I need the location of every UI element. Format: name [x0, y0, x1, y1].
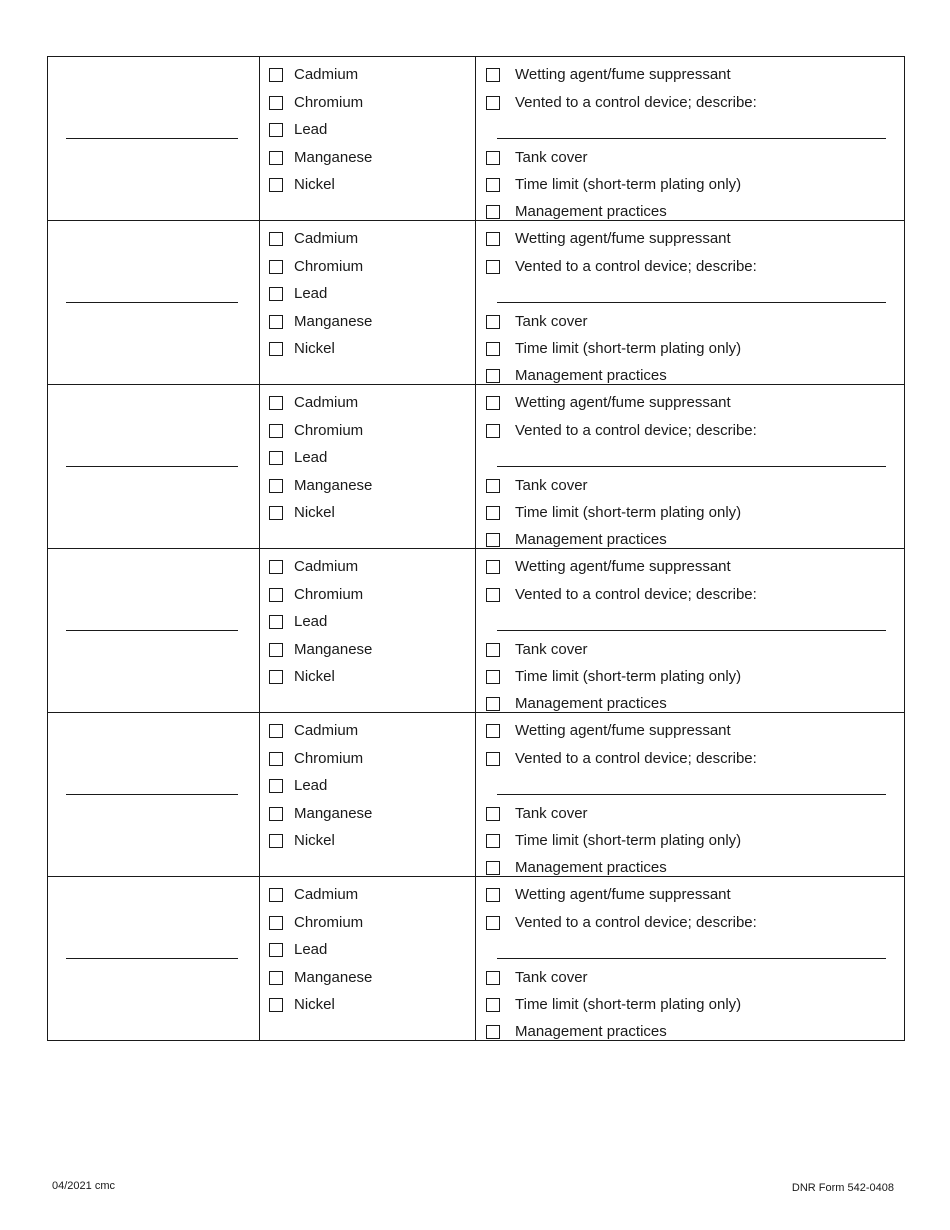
checkbox-manganese[interactable]: [269, 479, 283, 493]
control-label: Wetting agent/fume suppressant: [515, 558, 731, 575]
metal-option-cadmium[interactable]: [260, 721, 475, 741]
control-label: Time limit (short-term plating only): [515, 504, 742, 521]
metal-option-manganese[interactable]: [260, 640, 475, 660]
control-label: Management practices: [515, 859, 667, 876]
metal-option-lead[interactable]: [260, 120, 475, 140]
checkbox-time-limit[interactable]: [486, 342, 500, 356]
control-label: Vented to a control device; describe:: [515, 94, 757, 111]
checkbox-chromium[interactable]: [269, 752, 283, 766]
control-option-time-limit[interactable]: [476, 339, 904, 359]
checkbox-manganese[interactable]: [269, 807, 283, 821]
checkbox-chromium[interactable]: [269, 916, 283, 930]
checkbox-time-limit[interactable]: [486, 178, 500, 192]
metal-option-lead[interactable]: [260, 284, 475, 304]
metal-option-nickel[interactable]: [260, 831, 475, 851]
control-option-wetting[interactable]: [476, 557, 904, 577]
checkbox-cadmium[interactable]: [269, 560, 283, 574]
checkbox-time-limit[interactable]: [486, 834, 500, 848]
checkbox-manganese[interactable]: [269, 971, 283, 985]
checkbox-lead[interactable]: [269, 123, 283, 137]
control-label: Vented to a control device; describe:: [515, 914, 757, 931]
tank-id-field[interactable]: [66, 794, 238, 795]
checkbox-management[interactable]: [486, 205, 500, 219]
control-label: Wetting agent/fume suppressant: [515, 886, 731, 903]
metal-label: Lead: [294, 777, 328, 794]
control-option-management[interactable]: [476, 694, 904, 714]
control-label: Time limit (short-term plating only): [515, 832, 742, 849]
checkbox-vented[interactable]: [486, 424, 500, 438]
metal-label: Chromium: [294, 914, 364, 931]
control-label: Management practices: [515, 695, 667, 712]
metal-label: Cadmium: [294, 66, 359, 83]
metals-cell: [260, 57, 476, 221]
control-label: Management practices: [515, 203, 667, 220]
metal-option-chromium[interactable]: [260, 913, 475, 933]
checkbox-nickel[interactable]: [269, 998, 283, 1012]
metal-label: Manganese: [294, 313, 373, 330]
form-number: DNR Form 542-0408: [791, 1182, 894, 1194]
tank-id-field[interactable]: [66, 958, 238, 959]
control-option-time-limit[interactable]: [476, 831, 904, 851]
metals-cell: [260, 549, 476, 713]
tank-id-cell: [48, 549, 260, 713]
metal-option-chromium[interactable]: [260, 421, 475, 441]
checkbox-cadmium[interactable]: [269, 396, 283, 410]
controls-cell: [476, 221, 905, 385]
metal-option-cadmium[interactable]: [260, 229, 475, 249]
control-label: Management practices: [515, 367, 667, 384]
control-option-vented[interactable]: [476, 421, 904, 441]
checkbox-chromium[interactable]: [269, 424, 283, 438]
checkbox-chromium[interactable]: [269, 588, 283, 602]
control-label: Tank cover: [515, 313, 588, 330]
metal-label: Chromium: [294, 422, 364, 439]
checkbox-chromium[interactable]: [269, 96, 283, 110]
controls-cell: [476, 385, 905, 549]
metal-label: Chromium: [294, 750, 364, 767]
checkbox-manganese[interactable]: [269, 315, 283, 329]
tank-id-field[interactable]: [66, 630, 238, 631]
control-device-description-field[interactable]: [497, 466, 886, 467]
metal-label: Lead: [294, 613, 328, 630]
checkbox-time-limit[interactable]: [486, 998, 500, 1012]
tank-row: [48, 877, 905, 1041]
control-option-wetting[interactable]: [476, 229, 904, 249]
control-option-time-limit[interactable]: [476, 667, 904, 687]
control-option-wetting[interactable]: [476, 885, 904, 905]
metal-label: Chromium: [294, 258, 364, 275]
tank-id-cell: [48, 57, 260, 221]
metal-label: Lead: [294, 941, 328, 958]
control-device-description-field[interactable]: [497, 138, 886, 139]
checkbox-management[interactable]: [486, 1025, 500, 1039]
control-label: Wetting agent/fume suppressant: [515, 66, 731, 83]
metal-option-nickel[interactable]: [260, 995, 475, 1015]
control-label: Time limit (short-term plating only): [515, 340, 742, 357]
control-option-vented[interactable]: [476, 585, 904, 605]
metal-label: Manganese: [294, 805, 373, 822]
controls-cell: [476, 713, 905, 877]
control-label: Time limit (short-term plating only): [515, 996, 742, 1013]
metal-option-manganese[interactable]: [260, 804, 475, 824]
checkbox-wetting[interactable]: [486, 68, 500, 82]
checkbox-manganese[interactable]: [269, 151, 283, 165]
metal-option-manganese[interactable]: [260, 148, 475, 168]
checkbox-cadmium[interactable]: [269, 724, 283, 738]
emission-control-table: [47, 56, 905, 1041]
metal-label: Chromium: [294, 94, 364, 111]
controls-cell: [476, 549, 905, 713]
control-option-management[interactable]: [476, 530, 904, 550]
checkbox-time-limit[interactable]: [486, 506, 500, 520]
checkbox-nickel[interactable]: [269, 670, 283, 684]
control-label: Tank cover: [515, 477, 588, 494]
metal-option-nickel[interactable]: [260, 503, 475, 523]
tank-id-field[interactable]: [66, 138, 238, 139]
tank-row: [48, 221, 905, 385]
checkbox-nickel[interactable]: [269, 834, 283, 848]
metal-option-lead[interactable]: [260, 776, 475, 796]
checkbox-tank-cover[interactable]: [486, 479, 500, 493]
control-option-time-limit[interactable]: [476, 503, 904, 523]
checkbox-lead[interactable]: [269, 943, 283, 957]
control-label: Time limit (short-term plating only): [515, 668, 742, 685]
metal-label: Cadmium: [294, 886, 359, 903]
control-device-description-field[interactable]: [497, 958, 886, 959]
metal-label: Lead: [294, 285, 328, 302]
checkbox-lead[interactable]: [269, 451, 283, 465]
control-label: Tank cover: [515, 805, 588, 822]
checkbox-time-limit[interactable]: [486, 670, 500, 684]
metal-label: Lead: [294, 449, 328, 466]
control-option-management[interactable]: [476, 366, 904, 386]
control-label: Tank cover: [515, 969, 588, 986]
checkbox-wetting[interactable]: [486, 232, 500, 246]
control-option-wetting[interactable]: [476, 721, 904, 741]
tank-id-cell: [48, 385, 260, 549]
checkbox-lead[interactable]: [269, 615, 283, 629]
metal-label: Nickel: [294, 176, 335, 193]
metal-label: Cadmium: [294, 394, 359, 411]
checkbox-cadmium[interactable]: [269, 68, 283, 82]
tank-id-cell: [48, 221, 260, 385]
metal-label: Manganese: [294, 477, 373, 494]
metals-cell: [260, 221, 476, 385]
metal-label: Cadmium: [294, 558, 359, 575]
checkbox-management[interactable]: [486, 861, 500, 875]
control-option-management[interactable]: [476, 202, 904, 222]
control-option-management[interactable]: [476, 858, 904, 878]
tank-id-cell: [48, 713, 260, 877]
checkbox-vented[interactable]: [486, 588, 500, 602]
control-option-tank-cover[interactable]: [476, 804, 904, 824]
checkbox-cadmium[interactable]: [269, 888, 283, 902]
form-revision-date: 04/2021 cmc: [52, 1180, 115, 1192]
control-option-tank-cover[interactable]: [476, 476, 904, 496]
control-label: Wetting agent/fume suppressant: [515, 230, 731, 247]
tank-id-cell: [48, 877, 260, 1041]
control-option-vented[interactable]: [476, 257, 904, 277]
checkbox-vented[interactable]: [486, 260, 500, 274]
checkbox-tank-cover[interactable]: [486, 807, 500, 821]
control-label: Vented to a control device; describe:: [515, 750, 757, 767]
control-label: Vented to a control device; describe:: [515, 422, 757, 439]
control-label: Tank cover: [515, 641, 588, 658]
metal-option-chromium[interactable]: [260, 585, 475, 605]
metal-option-manganese[interactable]: [260, 476, 475, 496]
checkbox-tank-cover[interactable]: [486, 971, 500, 985]
control-option-tank-cover[interactable]: [476, 148, 904, 168]
control-label: Management practices: [515, 531, 667, 548]
metal-option-cadmium[interactable]: [260, 65, 475, 85]
tank-row: [48, 549, 905, 713]
control-label: Wetting agent/fume suppressant: [515, 394, 731, 411]
checkbox-nickel[interactable]: [269, 342, 283, 356]
metal-option-lead[interactable]: [260, 448, 475, 468]
checkbox-tank-cover[interactable]: [486, 315, 500, 329]
tank-id-field[interactable]: [66, 302, 238, 303]
metal-option-cadmium[interactable]: [260, 557, 475, 577]
checkbox-management[interactable]: [486, 533, 500, 547]
metal-option-chromium[interactable]: [260, 257, 475, 277]
metal-label: Manganese: [294, 149, 373, 166]
control-option-time-limit[interactable]: [476, 175, 904, 195]
metal-option-cadmium[interactable]: [260, 393, 475, 413]
control-label: Vented to a control device; describe:: [515, 258, 757, 275]
metals-cell: [260, 385, 476, 549]
checkbox-nickel[interactable]: [269, 178, 283, 192]
checkbox-cadmium[interactable]: [269, 232, 283, 246]
checkbox-chromium[interactable]: [269, 260, 283, 274]
control-option-vented[interactable]: [476, 749, 904, 769]
control-option-wetting[interactable]: [476, 393, 904, 413]
tank-id-field[interactable]: [66, 466, 238, 467]
controls-cell: [476, 57, 905, 221]
checkbox-management[interactable]: [486, 697, 500, 711]
metal-label: Nickel: [294, 668, 335, 685]
tank-row: [48, 57, 905, 221]
checkbox-tank-cover[interactable]: [486, 643, 500, 657]
metal-label: Lead: [294, 121, 328, 138]
control-option-management[interactable]: [476, 1022, 904, 1042]
checkbox-wetting[interactable]: [486, 396, 500, 410]
checkbox-lead[interactable]: [269, 779, 283, 793]
control-label: Vented to a control device; describe:: [515, 586, 757, 603]
control-label: Tank cover: [515, 149, 588, 166]
metal-label: Nickel: [294, 504, 335, 521]
control-option-tank-cover[interactable]: [476, 640, 904, 660]
checkbox-tank-cover[interactable]: [486, 151, 500, 165]
control-option-time-limit[interactable]: [476, 995, 904, 1015]
metal-option-manganese[interactable]: [260, 968, 475, 988]
checkbox-lead[interactable]: [269, 287, 283, 301]
control-device-description-field[interactable]: [497, 630, 886, 631]
control-device-description-field[interactable]: [497, 794, 886, 795]
metal-option-nickel[interactable]: [260, 175, 475, 195]
metal-option-manganese[interactable]: [260, 312, 475, 332]
metal-label: Manganese: [294, 969, 373, 986]
checkbox-wetting[interactable]: [486, 560, 500, 574]
control-label: Management practices: [515, 1023, 667, 1040]
control-device-description-field[interactable]: [497, 302, 886, 303]
control-option-tank-cover[interactable]: [476, 312, 904, 332]
checkbox-manganese[interactable]: [269, 643, 283, 657]
metal-label: Cadmium: [294, 722, 359, 739]
control-label: Wetting agent/fume suppressant: [515, 722, 731, 739]
metal-label: Manganese: [294, 641, 373, 658]
checkbox-nickel[interactable]: [269, 506, 283, 520]
control-option-vented[interactable]: [476, 93, 904, 113]
metal-option-lead[interactable]: [260, 940, 475, 960]
checkbox-wetting[interactable]: [486, 888, 500, 902]
checkbox-management[interactable]: [486, 369, 500, 383]
tank-row: [48, 713, 905, 877]
metal-label: Nickel: [294, 996, 335, 1013]
control-label: Time limit (short-term plating only): [515, 176, 742, 193]
checkbox-vented[interactable]: [486, 752, 500, 766]
metal-option-cadmium[interactable]: [260, 885, 475, 905]
metal-option-lead[interactable]: [260, 612, 475, 632]
tank-row: [48, 385, 905, 549]
control-option-wetting[interactable]: [476, 65, 904, 85]
checkbox-vented[interactable]: [486, 96, 500, 110]
checkbox-vented[interactable]: [486, 916, 500, 930]
metal-option-nickel[interactable]: [260, 339, 475, 359]
checkbox-wetting[interactable]: [486, 724, 500, 738]
metals-cell: [260, 713, 476, 877]
metal-label: Cadmium: [294, 230, 359, 247]
metals-cell: [260, 877, 476, 1041]
metal-label: Nickel: [294, 340, 335, 357]
metal-option-chromium[interactable]: [260, 93, 475, 113]
control-option-vented[interactable]: [476, 913, 904, 933]
metal-option-chromium[interactable]: [260, 749, 475, 769]
control-option-tank-cover[interactable]: [476, 968, 904, 988]
metal-label: Nickel: [294, 832, 335, 849]
metal-label: Chromium: [294, 586, 364, 603]
controls-cell: [476, 877, 905, 1041]
metal-option-nickel[interactable]: [260, 667, 475, 687]
